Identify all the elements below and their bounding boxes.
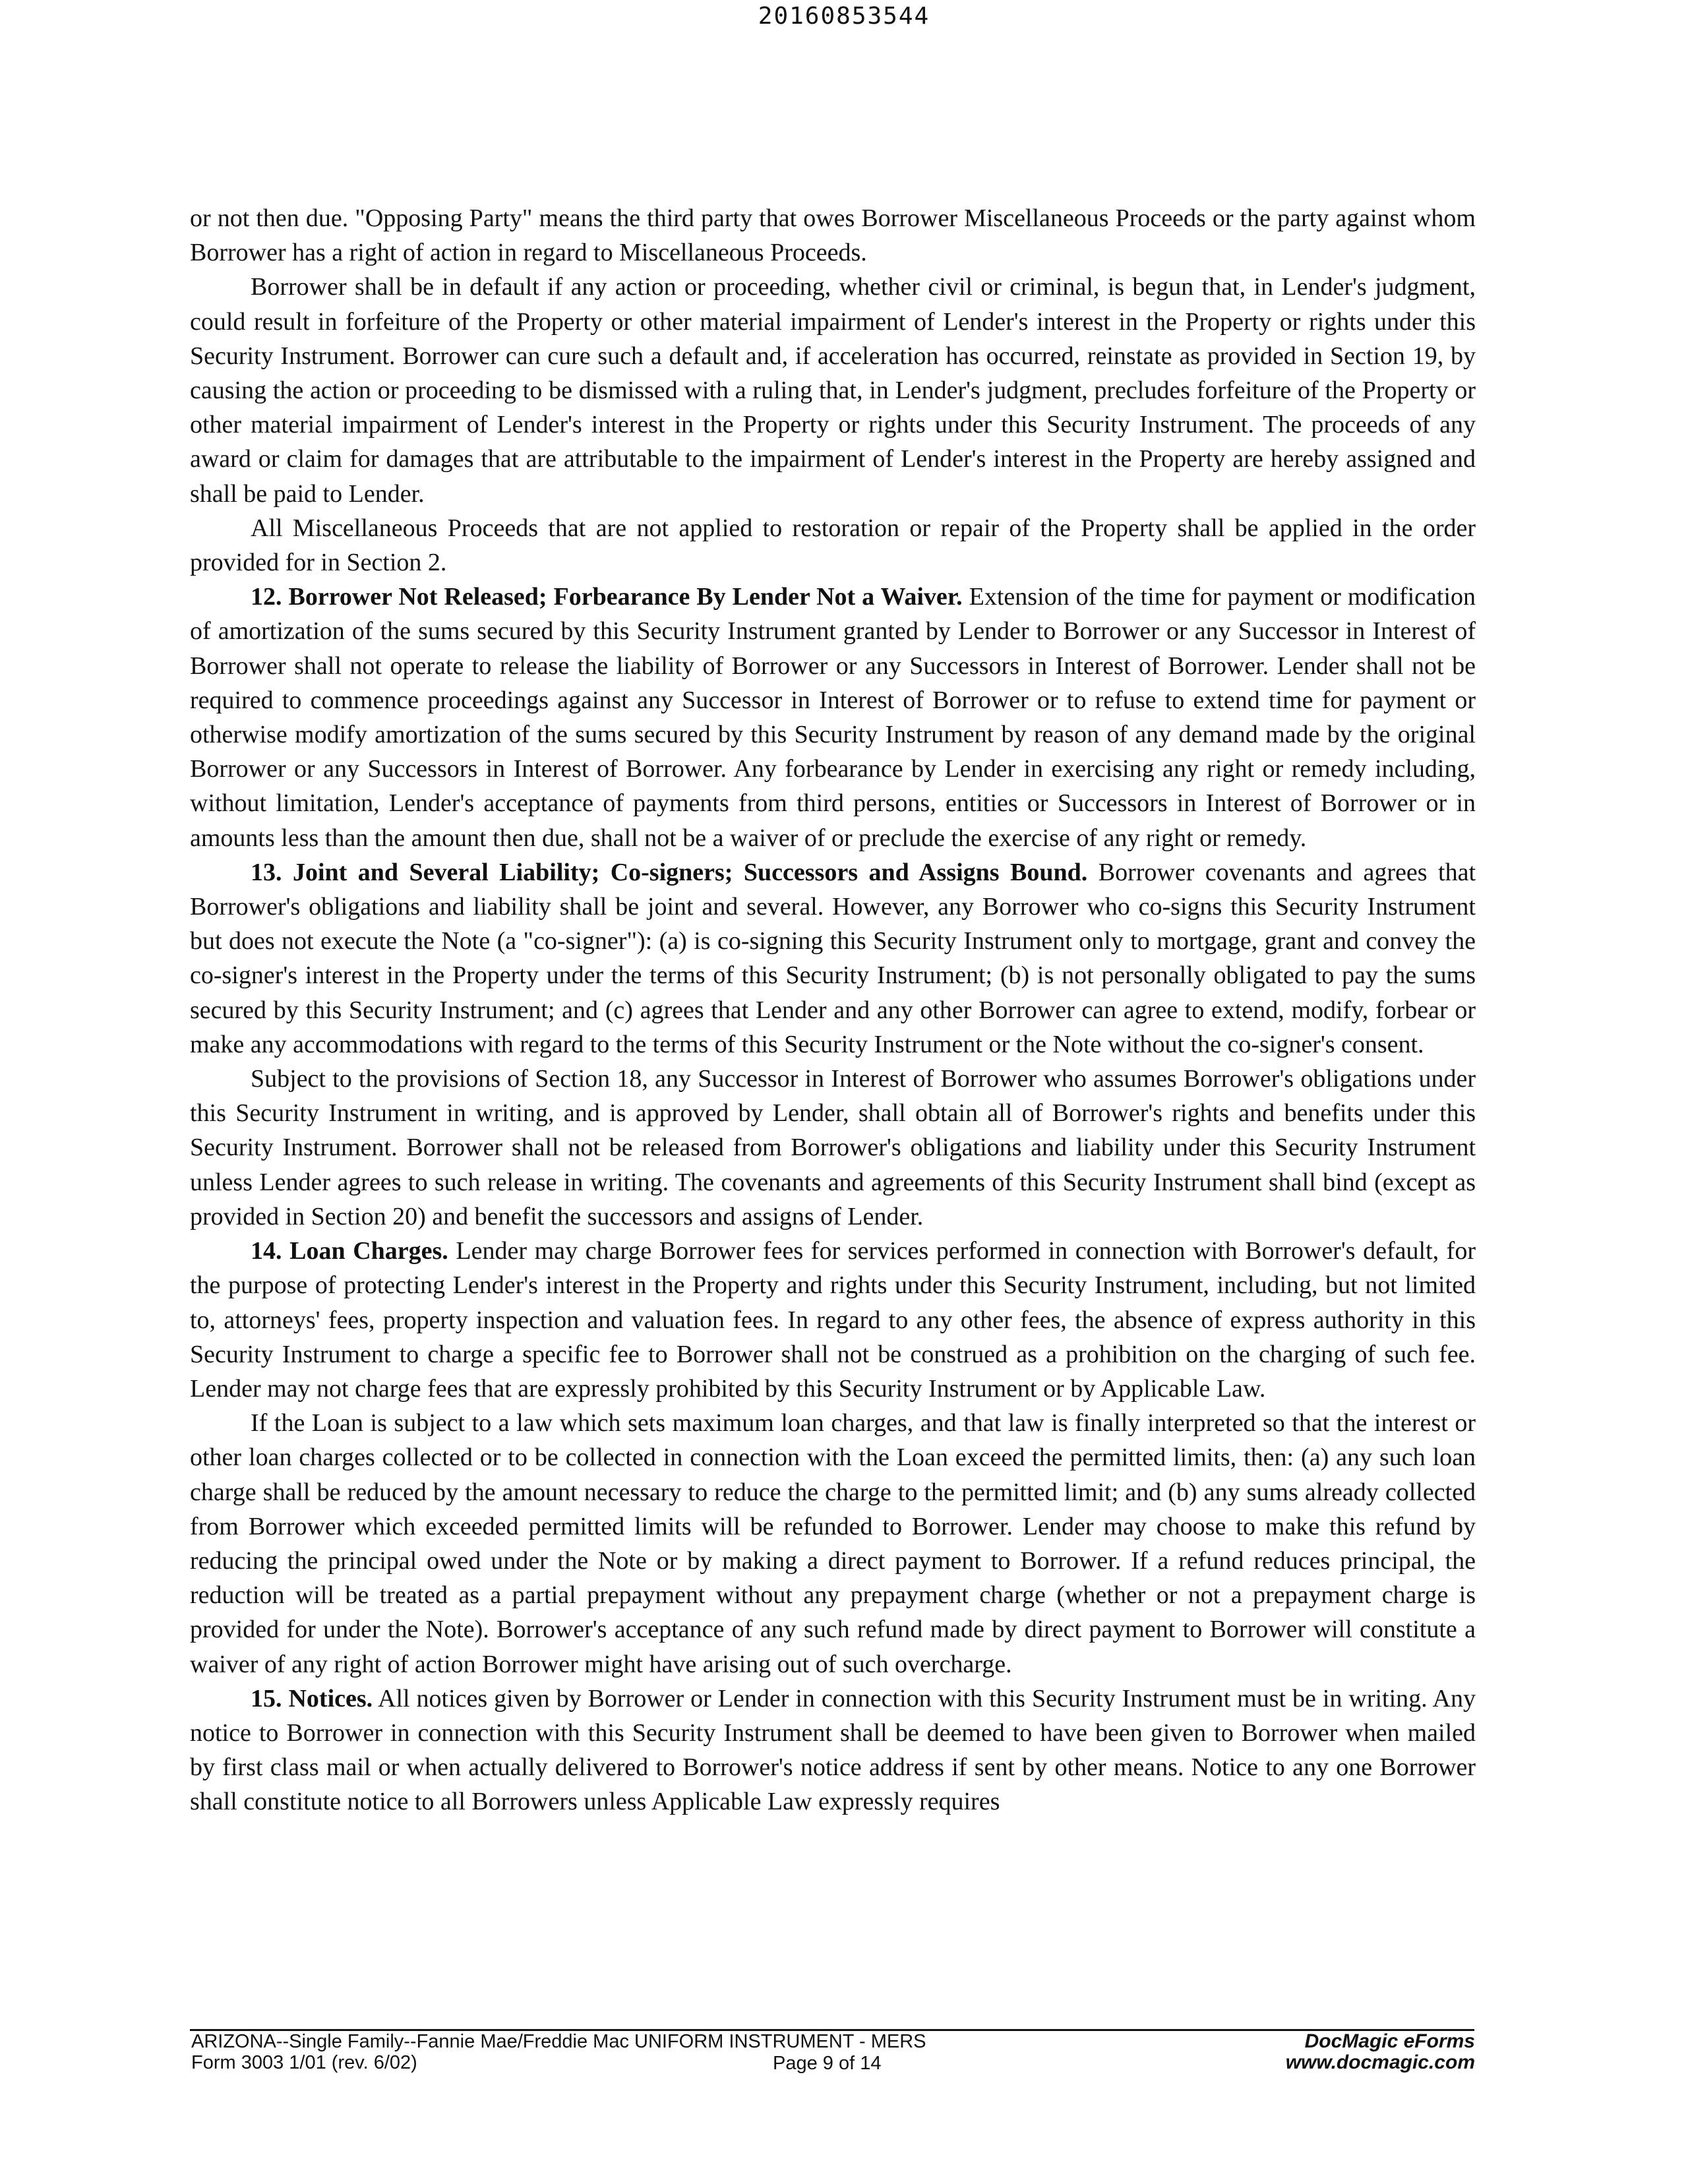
recording-number: 20160853544 (758, 3, 930, 30)
footer-form-title: ARIZONA--Single Family--Fannie Mae/Freddie Mac UNIFORM INSTRUMENT - MERS (191, 2031, 926, 2052)
section-13-paragraph: 13. Joint and Several Liability; Co-signers; Successors and Assigns Bound. Borrower covenants and agrees that Borrower's obligations and liability shall be joint and several. However, any Borrower who co-signs this Security Instrument but does not execute the Note (a "co-signer"): (a) is co-signing this Security Instrument only to mortgage, grant and convey the co-signer's interest in the Property under the terms of this Security Instrument; (b) is not personally obligated to pay the sums secured by this Security Instrument; and (c) agrees that Lender and any other Borrower can agree to extend, modify, forbear or make any accommodations with regard to the terms of this Security Instrument or the Note without the co-signer's consent. (190, 858, 1476, 1058)
paragraph-6: Subject to the provisions of Section 18, any Successor in Interest of Borrower who assumes Borrower's obligations under this Security Instrument in writing, and is approved by Lender, shall obtain all of Borrower's rights and benefits under this Security Instrument. Borrower shall not be released from Borrower's obligations and liability under this Security Instrument unless Lender agrees to such release in writing. The covenants and agreements of this Security Instrument shall bind (except as provided in Section 20) and benefit the successors and assigns of Lender. (190, 1065, 1476, 1230)
brand-logo: DocMagic eForms (1304, 2030, 1475, 2052)
document-body (190, 201, 1476, 1819)
paragraph-8: If the Loan is subject to a law which sets maximum loan charges, and that law is finally interpreted so that the interest or other loan charges collected or to be collected in connection with the Loan exceed the permitted limits, then: (a) any such loan charge shall be reduced by the amount necessary to reduce the charge to the permitted limit; and (b) any sums already collected from Borrower which exceeded permitted limits will be refunded to Borrower. Lender may choose to make this refund by reducing the principal owed under the Note or by making a direct payment to Borrower. If a refund reduces principal, the reduction will be treated as a partial prepayment without any prepayment charge (whether or not a prepayment charge is provided for under the Note). Borrower's acceptance of any such refund made by direct payment to Borrower will constitute a waiver of any right of action Borrower might have arising out of such overcharge. (190, 1409, 1476, 1678)
footer-form-number: Form 3003 1/01 (rev. 6/02) (191, 2052, 417, 2073)
footer-page-number: Page 9 of 14 (773, 2053, 882, 2074)
section-14-heading: 14. Loan Charges. (251, 1237, 448, 1265)
section-15-heading: 15. Notices. (251, 1684, 373, 1713)
footer-brand (1286, 2031, 1475, 2073)
section-15-paragraph: 15. Notices. All notices given by Borrower or Lender in connection with this Security Instrument must be in writing. Any notice to Borrower in connection with this Security Instrument shall be deemed to have been given to Borrower when mailed by first class mail or when actually delivered to Borrower's notice address if sent by other means. Notice to any one Borrower shall constitute notice to all Borrowers unless Applicable Law expressly requires (190, 1684, 1476, 1816)
section-12-heading: 12. Borrower Not Released; Forbearance By Lender Not a Waiver. (251, 583, 963, 611)
section-12-paragraph: 12. Borrower Not Released; Forbearance By Lender Not a Waiver. Extension of the time for payment or modification of amortization of the sums secured by this Security Instrument granted by Lender to Borrower or any Successor in Interest of Borrower shall not operate to release the liability of Borrower or any Successors in Interest of Borrower. Lender shall not be required to commence proceedings against any Successor in Interest of Borrower or to refuse to extend time for payment or otherwise modify amortization of the sums secured by this Security Instrument by reason of any demand made by the original Borrower or any Successors in Interest of Borrower. Any forbearance by Lender in exercising any right or remedy including, without limitation, Lender's acceptance of payments from third persons, entities or Successors in Interest of Borrower or in amounts less than the amount then due, shall not be a waiver of or preclude the exercise of any right or remedy. (190, 583, 1476, 852)
brand-website: www.docmagic.com (1285, 2051, 1475, 2073)
paragraph-3: All Miscellaneous Proceeds that are not applied to restoration or repair of the Property shall be applied in the order provided for in Section 2. (190, 514, 1476, 577)
section-14-paragraph: 14. Loan Charges. Lender may charge Borrower fees for services performed in connection with Borrower's default, for the purpose of protecting Lender's interest in the Property and rights under this Security Instrument, including, but not limited to, attorneys' fees, property inspection and valuation fees. In regard to any other fees, the absence of express authority in this Security Instrument to charge a specific fee to Borrower shall not be construed as a prohibition on the charging of such fee. Lender may not charge fees that are expressly prohibited by this Security Instrument or by Applicable Law. (190, 1237, 1476, 1403)
paragraph-1: or not then due. "Opposing Party" means the third party that owes Borrower Miscellaneous Proceeds or the party against whom Borrower has a right of action in regard to Miscellaneous Proceeds. (190, 204, 1476, 267)
section-13-heading: 13. Joint and Several Liability; Co-signers; Successors and Assigns Bound. (251, 858, 1088, 886)
paragraph-2: Borrower shall be in default if any action or proceeding, whether civil or criminal, is begun that, in Lender's judgment, could result in forfeiture of the Property or other material impairment of Lender's interest in the Property or rights under this Security Instrument. Borrower can cure such a default and, if acceleration has occurred, reinstate as provided in Section 19, by causing the action or proceeding to be dismissed with a ruling that, in Lender's judgment, precludes forfeiture of the Property or other material impairment of Lender's interest in the Property or rights under this Security Instrument. The proceeds of any award or claim for damages that are attributable to the impairment of Lender's interest in the Property are hereby assigned and shall be paid to Lender. (190, 273, 1476, 508)
